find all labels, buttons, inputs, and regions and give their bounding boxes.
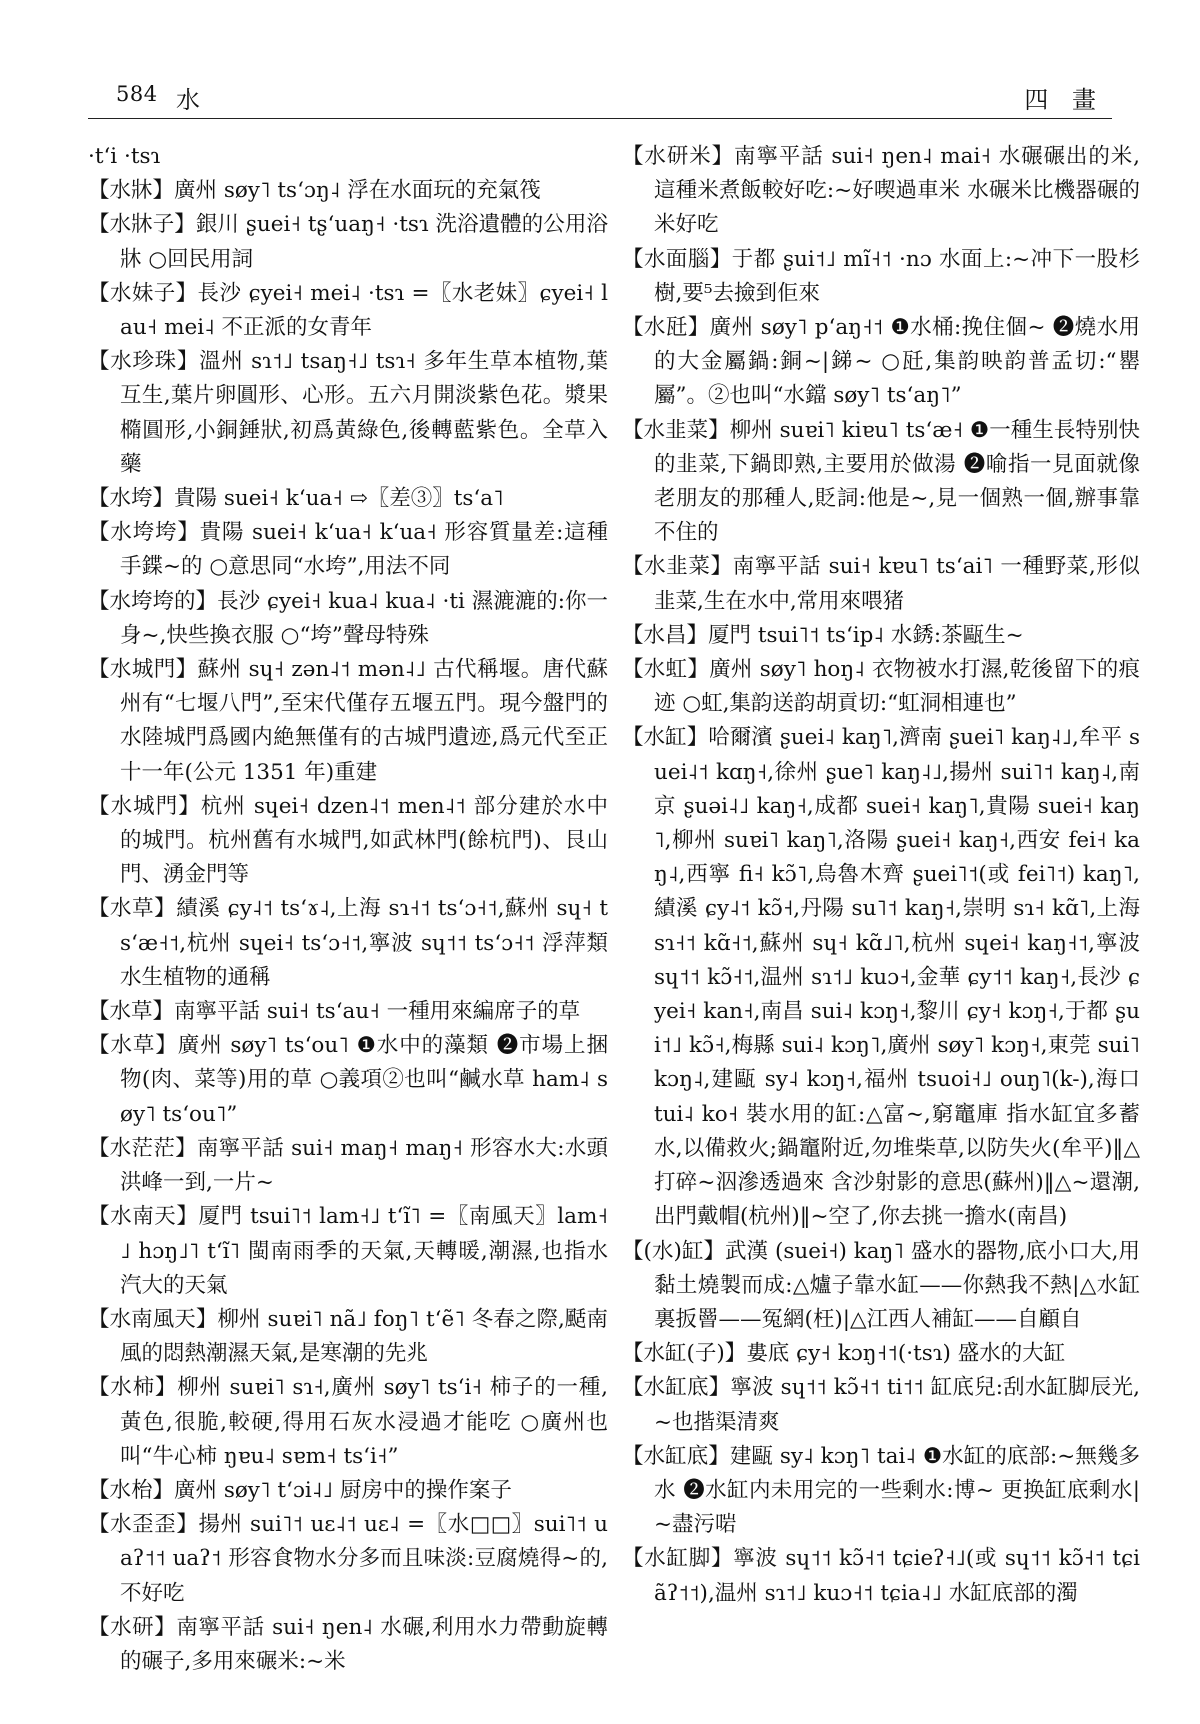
dictionary-entry: 【(水)缸】武漢 (suei˧) kaŋ˥ 盛水的器物,底小口大,用黏土燒製而成:△爐子靠水缸——你熱我不熱|△水缸裏扳罾——冤網(枉)|△江西人補缸——自顧自 xyxy=(622,1238,1140,1332)
dictionary-entry: 【水研米】南寧平話 sui˧ ŋen˨ mai˧ 水碾碾出的米,這種米煮飯較好吃:~好喫過車米 水碾米比機器碾的米好吃 xyxy=(622,144,1140,238)
section-heading: 四 畫 xyxy=(1024,86,1104,114)
dictionary-entry: 【水牀】廣州 søy˥ tsʻɔŋ˨ 浮在水面玩的充氣筏 xyxy=(88,178,541,204)
dictionary-entry: 【水缸(子)】婁底 ɕy˧ kɔŋ˧˦(·tsɿ) 盛水的大缸 xyxy=(622,1341,1066,1367)
page-header xyxy=(88,78,1112,118)
dictionary-entry: 【水珍珠】溫州 sɿ˦˩ tsaŋ˧˩ tsɿ˧ 多年生草本植物,葉互生,葉片卵圓形、心形。五六月開淡紫色花。漿果橢圓形,小銅錘狀,初爲黃綠色,後轉藍紫色。全草入藥 xyxy=(88,349,608,477)
header-rule xyxy=(88,118,1112,119)
radical-heading: 水 xyxy=(176,86,200,114)
dictionary-entry: 【水缸】哈爾濱 ʂuei˨ kaŋ˥,濟南 ʂuei˥ kaŋ˨˩,牟平 suei˨˦ kɑŋ˧,徐州 ʂue˥ kaŋ˨˩,揚州 sui˥˦ kaŋ˨,南京 ʂuəi˨˩ kaŋ˧,成都 suei˧ kaŋ˥,貴陽 suei˧ kaŋ˥,柳州 suɐi˥ kaŋ˥,洛陽 ʂuei˧ kaŋ˧,西安 fei˧ kaŋ˨,西寧 fi˧ kɔ̃˥,烏魯木齊 ʂuei˥˦(或 fei˥˦) kaŋ˥,績溪 ɕy˨˦ kɔ̃˧,丹陽 su˥˦ kaŋ˧,崇明 sɿ˧ kɑ̃˥,上海 sɿ˧˦ kɑ̃˧˦,蘇州 sɥ˧ kɑ̃˩˥,杭州 sɥei˧ kaŋ˧˦,寧波 sɥ˦˦ kɔ̃˧˦,温州 sɿ˦˩ kuɔ˧,金華 ɕy˦˦ kaŋ˧,長沙 ɕyei˧ kan˧,南昌 sui˨ kɔŋ˧,黎川 ɕy˧ kɔŋ˧,于都 ʂui˦˩ kɔ̃˧,梅縣 sui˨ kɔŋ˥,廣州 søy˥ kɔŋ˧,東莞 sui˥ kɔŋ˨,建甌 sy˨ kɔŋ˧,福州 tsuoi˧˩ ouŋ˥(k-),海口 tui˨ ko˧ 裝水用的缸:△富~,窮竈庫 指水缸宜多蓄水,以備救火;鍋竈附近,勿堆柴草,以防失火(牟平)‖△打碎~泅滲透過來 含沙射影的意思(蘇州)‖△~還潮,出門戴帽(杭州)‖~空了,你去挑一擔水(南昌) xyxy=(622,725,1140,1230)
dictionary-entry: 【水南天】厦門 tsui˥˦ lam˧˩ tʻĩ˥ =〖南風天〗lam˧˩ hɔŋ˩˥ tʻĩ˥ 閩南雨季的天氣,天轉暖,潮濕,也指水汽大的天氣 xyxy=(88,1204,608,1298)
dictionary-entry: 【水昌】厦門 tsui˥˦ tsʻip˨ 水銹:茶甌生~ xyxy=(622,622,1024,648)
dictionary-entry: 【水城門】杭州 sɥei˧ dzen˨˦ men˨˦ 部分建於水中的城門。杭州舊有水城門,如武林門(餘杭門)、艮山門、湧金門等 xyxy=(88,793,608,888)
dictionary-entry: 【水垮垮】貴陽 suei˧ kʻua˧ kʻua˧ 形容質量差:這種手鍱~的 ○意思同“水垮”,用法不同 xyxy=(88,520,608,580)
dictionary-entry: 【水草】南寧平話 sui˧ tsʻau˧ 一種用來編席子的草 xyxy=(88,999,581,1025)
dictionary-entry: 【水缸脚】寧波 sɥ˦˦ kɔ̃˧˦ tɕieʔ˧˩(或 sɥ˦˦ kɔ̃˧˦ tɕiãʔ˦˦),温州 sɿ˦˩ kuɔ˧˦ tɕia˨˩ 水缸底部的濁 xyxy=(622,1546,1140,1606)
dictionary-entry: 【水妹子】長沙 ɕyei˧ mei˨ ·tsɿ =〖水老妹〗ɕyei˧ lau˧ mei˨ 不正派的女青年 xyxy=(88,280,608,341)
dictionary-entry: 【水面腦】于都 ʂui˦˩ mĩ˧˦ ·nɔ 水面上:~冲下一股杉樹,要⁵去撿到佢來 xyxy=(622,246,1140,306)
dictionary-entry: 【水牀子】銀川 ʂuei˧ tʂʻuaŋ˧ ·tsɿ 洗浴遺體的公用浴牀 ○回民用詞 xyxy=(88,212,608,272)
dictionary-entry: 【水南風天】柳州 suɐi˥ nã˩ foŋ˥ tʻẽ˥ 冬春之際,颳南風的悶熱潮濕天氣,是寒潮的先兆 xyxy=(88,1306,608,1367)
right-column xyxy=(622,140,1140,1700)
dictionary-entry: 【水瓩】廣州 søy˥ pʻaŋ˧˦ ❶水桶:挽住個~ ❷燒水用的大金屬鍋:銅~|銻~ ○瓩,集韵映韵普孟切:“罌屬”。②也叫“水鐺 søy˥ tsʻaŋ˥” xyxy=(622,315,1140,409)
dictionary-entry: 【水虹】廣州 søy˥ hoŋ˨ 衣物被水打濕,乾後留下的痕迹 ○虹,集韵送韵胡貢切:“虹洞相連也” xyxy=(622,657,1140,717)
dictionary-entry: 【水枱】廣州 søy˥ tʻɔi˨˩ 厨房中的操作案子 xyxy=(88,1477,512,1503)
dictionary-entry: 【水缸底】寧波 sɥ˦˦ kɔ̃˧˦ ti˦˦ 缸底兒:刮水缸脚辰光,~也揩渠清爽 xyxy=(622,1375,1140,1435)
dictionary-entry: 【水垮】貴陽 suei˧ kʻua˧ ⇨〖差③〗tsʻa˥ xyxy=(88,486,504,512)
dictionary-entry: 【水歪歪】揚州 sui˥˦ uɛ˨˦ uɛ˨ =〖水□□〗sui˥˦ uaʔ˦˦ uaʔ˦ 形容食物水分多而且味淡:豆腐燒得~的,不好吃 xyxy=(88,1512,608,1606)
dictionary-entry: 【水韭菜】柳州 suɐi˥ kiɐu˥ tsʻæ˧ ❶一種生長特别快的韭菜,下鍋即熟,主要用於做湯 ❷喻指一見面就像老朋友的那種人,貶詞:他是~,見一個熟一個,辦事靠不住的 xyxy=(622,417,1140,546)
left-column xyxy=(88,140,608,1700)
dictionary-entry: 【水研】南寧平話 sui˧ ŋen˨ 水碾,利用水力帶動旋轉的碾子,多用來碾米:~米 xyxy=(88,1614,608,1674)
dictionary-entry: 【水柿】柳州 suɐi˥ sɿ˧,廣州 søy˥ tsʻi˧ 柿子的一種,黃色,很脆,較硬,得用石灰水浸過才能吃 ○廣州也叫“牛心柿 ŋɐu˨ sɐm˧ tsʻi˧” xyxy=(88,1375,608,1469)
dictionary-entry: 【水缸底】建甌 sy˨ kɔŋ˥ tai˨ ❶水缸的底部:~無幾多水 ❷水缸内未用完的一些剩水:博~ 更换缸底剩水|~盡污啱 xyxy=(622,1443,1140,1538)
page-number: 584 xyxy=(116,82,158,106)
dictionary-entry: 【水城門】蘇州 sɥ˧ zən˨˦ mən˨˩ 古代稱堰。唐代蘇州有“七堰八門”,至宋代僅存五堰五門。現今盤門的水陸城門爲國内絶無僅有的古城門遺迹,爲元代至正十一年(公元 1351 年)重建 xyxy=(88,657,608,785)
dictionary-entry: ·tʻi ·tsɿ xyxy=(88,144,161,169)
dictionary-entry: 【水茫茫】南寧平話 sui˧ maŋ˧ maŋ˧ 形容水大:水頭洪峰一到,一片~ xyxy=(88,1135,608,1196)
dictionary-entry: 【水韭菜】南寧平話 sui˧ kɐu˥ tsʻai˥ 一種野菜,形似韭菜,生在水中,常用來喂猪 xyxy=(622,554,1140,614)
dictionary-entry: 【水草】廣州 søy˥ tsʻou˥ ❶水中的藻類 ❷市場上捆物(肉、菜等)用的草 ○義項②也叫“鹹水草 ham˨ søy˥ tsʻou˥” xyxy=(88,1033,608,1127)
dictionary-entry: 【水垮垮的】長沙 ɕyei˧ kua˨ kua˨ ·ti 濕漉漉的:你一身~,快些換衣服 ○“垮”聲母特殊 xyxy=(88,588,608,648)
dictionary-entry: 【水草】績溪 ɕy˨˦ tsʻɤ˨,上海 sɿ˧˦ tsʻɔ˧˦,蘇州 sɥ˧ tsʻæ˧˦,杭州 sɥei˧ tsʻɔ˧˦,寧波 sɥ˦˦ tsʻɔ˧˦ 浮萍類水生植物的通稱 xyxy=(88,896,608,990)
